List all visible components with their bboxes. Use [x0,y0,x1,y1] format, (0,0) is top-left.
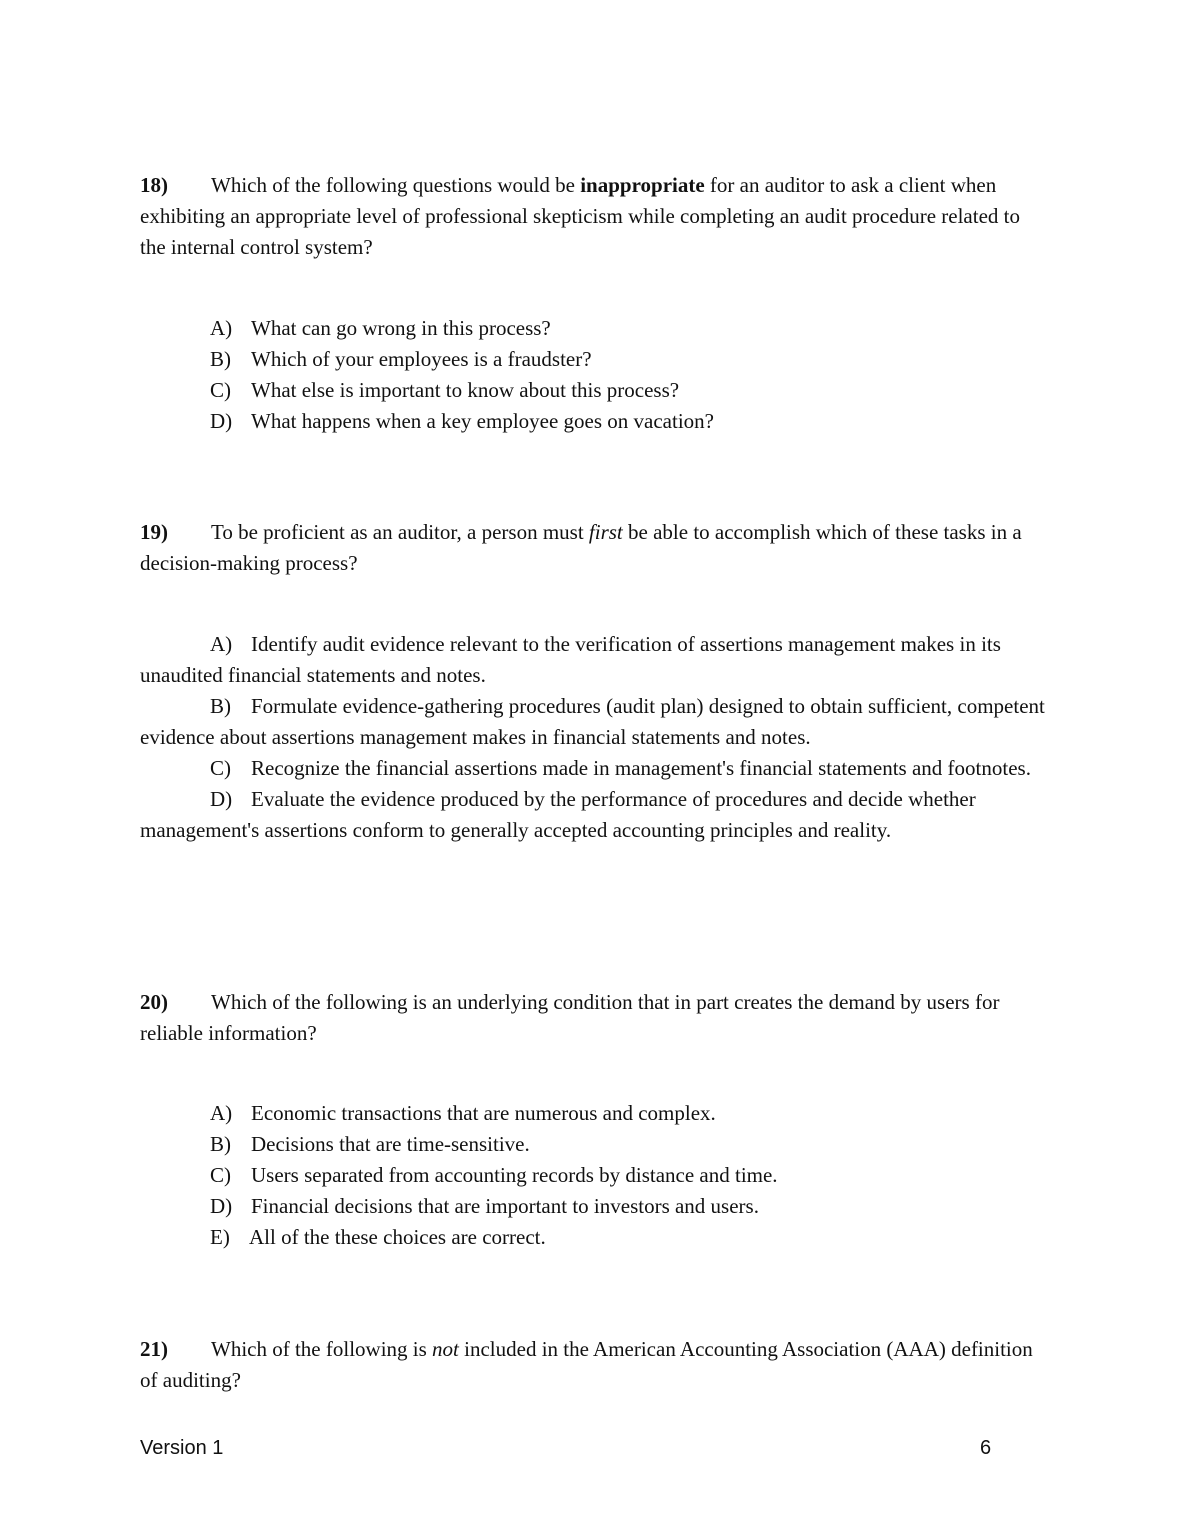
question-text: Which of the following questions would be [211,173,581,197]
question-number: 20) [140,990,168,1014]
question-emphasis: first [588,520,623,544]
question-number: 21) [140,1337,168,1361]
question-emphasis: inappropriate [580,173,705,197]
option-b: B) Formulate evidence-gathering procedures (audit plan) designed to obtain sufficient, competent evidence about assertions management makes in financial statements and notes. [140,694,1045,749]
question-text: for an auditor to ask a client when exhibiting an appropriate level of professional skepticism while completing an audit procedure related to the internal control system? [140,173,1020,259]
question-emphasis: not [432,1337,459,1361]
footer-version: Version 1 [140,1437,224,1459]
option-a: A) What can go wrong in this process? [210,316,551,340]
question-text: be able to accomplish which of these tasks in a decision-making process? [140,520,1022,575]
footer-page-number: 6 [980,1437,992,1459]
option-b: B) Decisions that are time-sensitive. [210,1132,530,1156]
option-a: A) Identify audit evidence relevant to the verification of assertions management makes in its unaudited financial statements and notes. [140,632,1001,687]
option-b: B) Which of your employees is a fraudster? [210,347,592,371]
question-text: included in the American Accounting Association (AAA) definition of auditing? [140,1337,1033,1392]
question-20 [140,987,1045,1049]
option-d: D) What happens when a key employee goes on vacation? [210,409,714,433]
options-18 [210,313,714,437]
question-21 [140,1334,1045,1396]
option-d: D) Evaluate the evidence produced by the performance of procedures and decide whether management's assertions conform to generally accepted accounting principles and reality. [140,787,976,842]
option-e: E) All of the these choices are correct. [210,1225,546,1249]
question-text: Which of the following is [211,1337,433,1361]
option-c: C) Users separated from accounting records by distance and time. [210,1163,778,1187]
question-text: To be proficient as an auditor, a person must [211,520,589,544]
question-18 [140,170,1045,263]
question-number: 18) [140,173,168,197]
option-c: C) What else is important to know about this process? [210,378,680,402]
options-19 [140,629,1045,846]
options-20 [210,1098,778,1253]
option-d: D) Financial decisions that are important to investors and users. [210,1194,759,1218]
question-text: Which of the following is an underlying condition that in part creates the demand by users for reliable information? [140,990,1000,1045]
question-number: 19) [140,520,168,544]
option-c: C) Recognize the financial assertions made in management's financial statements and footnotes. [210,756,1031,780]
question-19 [140,517,1045,579]
option-a: A) Economic transactions that are numerous and complex. [210,1101,716,1125]
